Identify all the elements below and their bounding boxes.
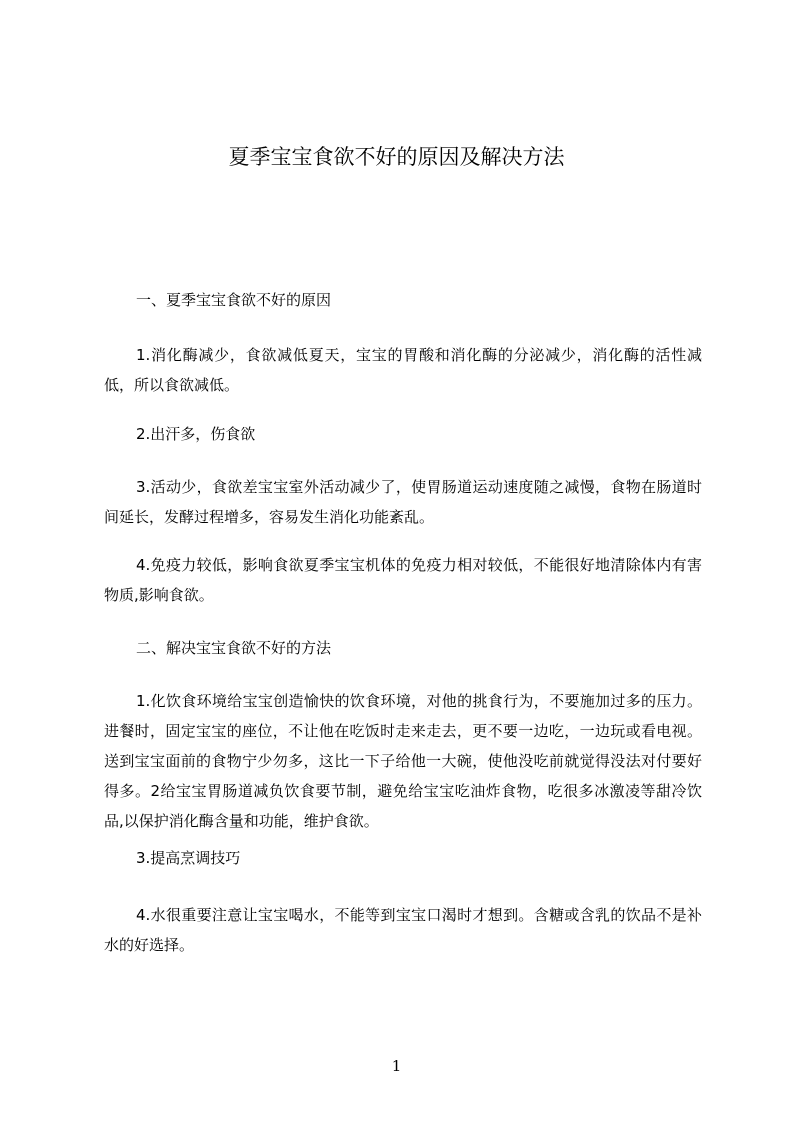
paragraph-solution-3: 3.提高烹调技巧 <box>136 849 241 867</box>
section-heading-solutions: 二、解决宝宝食欲不好的方法 <box>136 639 332 657</box>
paragraph-cause-1: 1.消化酶减少，食欲减低夏天，宝宝的胃酸和消化酶的分泌减少，消化酶的活性减低，所以食欲减低。 <box>104 346 702 394</box>
paragraph-cause-3: 3.活动少，食欲差宝宝室外活动减少了，使胃肠道运动速度随之减慢，食物在肠道时间延长，发酵过程增多，容易发生消化功能紊乱。 <box>104 478 702 526</box>
paragraph-solution-1: 1.化饮食环境给宝宝创造愉快的饮食环境，对他的挑食行为，不要施加过多的压力。进餐时，固定宝宝的座位，不让他在吃饭时走来走去，更不要一边吃，一边玩或看电视。送到宝宝面前的食物宁少勿多，这比一下子给他一大碗，使他没吃前就觉得没法对付要好得多。2给宝宝胃肠道减负饮食要节制，避免给宝宝吃油炸食物，吃很多冰激凌等甜冷饮品,以保护消化酶含量和功能，维护食欲。 <box>104 692 702 830</box>
paragraph-cause-2: 2.出汗多，伤食欲 <box>136 425 256 443</box>
paragraph-cause-4: 4.免疫力较低，影响食欲夏季宝宝机体的免疫力相对较低，不能很好地清除体内有害物质,影响食欲。 <box>104 556 702 604</box>
page-title: 夏季宝宝食欲不好的原因及解决方法 <box>228 145 565 169</box>
section-heading-causes: 一、夏季宝宝食欲不好的原因 <box>136 291 332 309</box>
paragraph-solution-4: 4.水很重要注意让宝宝喝水，不能等到宝宝口渴时才想到。含糖或含乳的饮品不是补水的好选择。 <box>104 906 702 954</box>
page-number: 1 <box>391 1057 402 1075</box>
